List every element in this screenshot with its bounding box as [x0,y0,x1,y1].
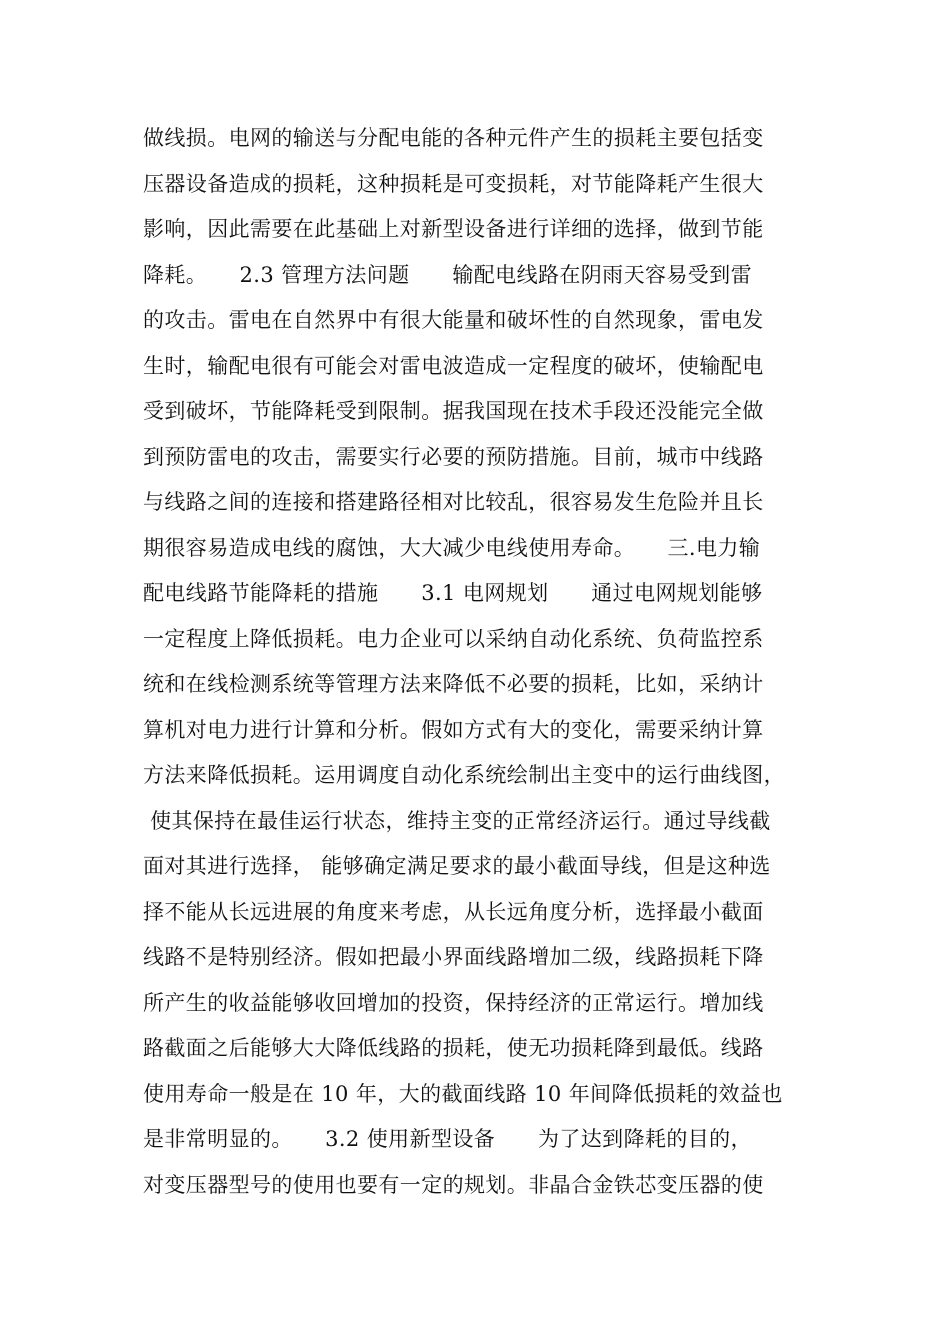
text-line: 的攻击。雷电在自然界中有很大能量和破坏性的自然现象，雷电发 [143,308,764,332]
text-line: 配电线路节能降耗的措施 3.1 电网规划 通过电网规划能够 [143,581,763,605]
text-line: 对变压器型号的使用也要有一定的规划。非晶合金铁芯变压器的使 [143,1172,764,1197]
text-line: 与线路之间的连接和搭建路径相对比较乱，很容易发生危险并且长 [143,490,764,514]
text-line: 算机对电力进行计算和分析。假如方式有大的变化，需要采纳计算 [143,717,764,742]
text-line: 一定程度上降低损耗。电力企业可以采纳自动化系统、负荷监控系 [143,626,764,651]
text-line: 择不能从长远进展的角度来考虑，从长远角度分析，选择最小截面 [143,899,764,924]
text-line: 受到破坏，节能降耗受到限制。据我国现在技术手段还没能完全做 [143,399,764,423]
text-line: 到预防雷电的攻击，需要实行必要的预防措施。目前，城市中线路 [143,444,764,469]
text-line: 使其保持在最佳运行状态，维持主变的正常经济运行。通过导线截 [143,808,771,833]
text-line: 方法来降低损耗。运用调度自动化系统绘制出主变中的运行曲线图， [143,763,785,787]
text-line: 做线损。电网的输送与分配电能的各种元件产生的损耗主要包括变 [143,126,764,150]
text-line: 使用寿命一般是在 10 年，大的截面线路 10 年间降低损耗的效益也 [143,1081,783,1106]
text-line: 面对其进行选择， 能够确定满足要求的最小截面导线，但是这种选 [143,854,771,878]
text-line: 所产生的收益能够收回增加的投资，保持经济的正常运行。增加线 [143,990,764,1015]
text-line: 期很容易造成电线的腐蚀，大大减少电线使用寿命。 三.电力输 [143,535,761,560]
text-line: 生时，输配电很有可能会对雷电波造成一定程度的破坏，使输配电 [143,353,764,378]
body-text [143,116,823,1208]
text-line: 降耗。 2.3 管理方法问题 输配电线路在阴雨天容易受到雷 [143,262,752,287]
text-line: 影响，因此需要在此基础上对新型设备进行详细的选择，做到节能 [143,217,764,241]
text-line: 线路不是特别经济。假如把最小界面线路增加二级，线路损耗下降 [143,945,764,969]
text-line: 压器设备造成的损耗，这种损耗是可变损耗，对节能降耗产生很大 [143,171,764,196]
text-line: 统和在线检测系统等管理方法来降低不必要的损耗，比如，采纳计 [143,672,764,696]
text-line: 是非常明显的。 3.2 使用新型设备 为了达到降耗的目的， [143,1127,752,1151]
text-line: 路截面之后能够大大降低线路的损耗，使无功损耗降到最低。线路 [143,1036,764,1060]
